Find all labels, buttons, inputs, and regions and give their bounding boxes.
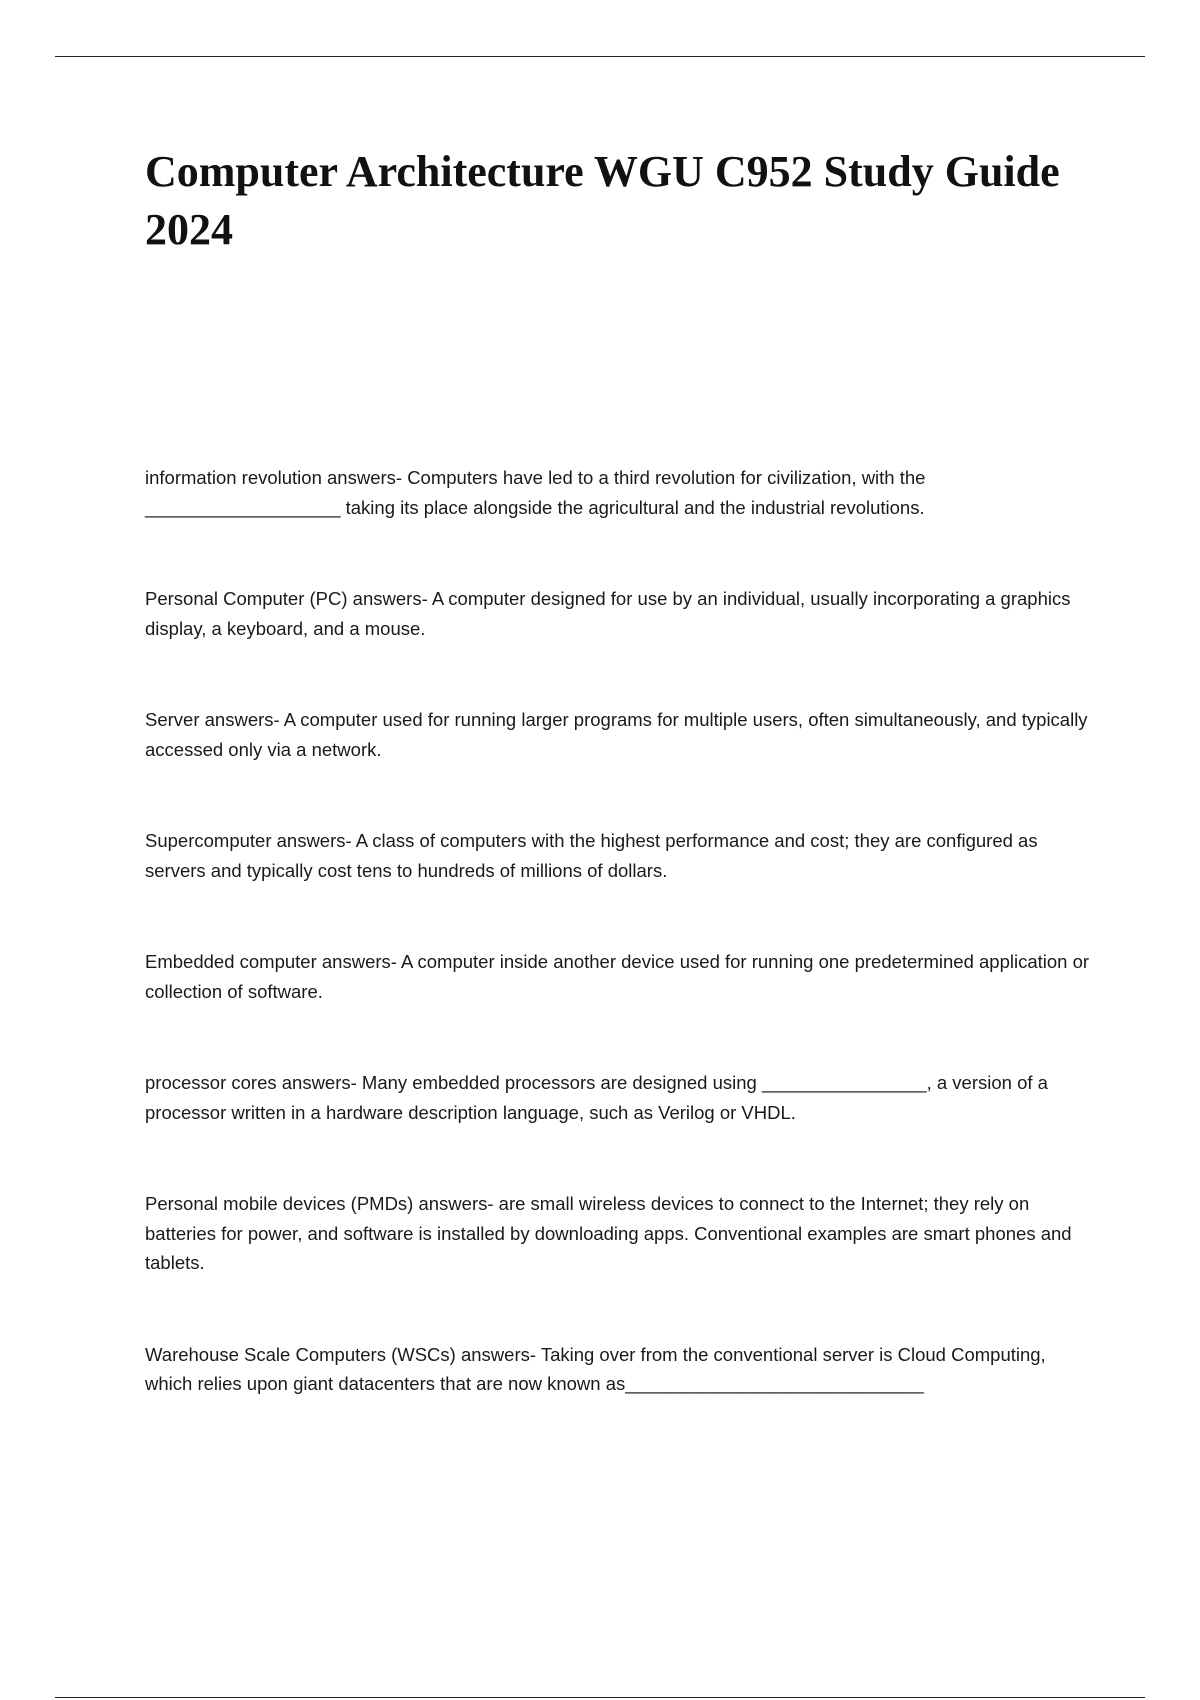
entry-embedded-computer: Embedded computer answers- A computer inside another device used for running one predetermined application or collection of software. (145, 951, 1090, 1002)
entry-processor-cores: processor cores answers- Many embedded processors are designed using ________________, a version of a processor written in a hardware description language, such as Verilog or VHDL. (145, 1072, 1048, 1123)
entry-server: Server answers- A computer used for running larger programs for multiple users, often simultaneously, and typically accessed only via a network. (145, 709, 1088, 760)
top-divider (55, 56, 1145, 57)
entry-supercomputer: Supercomputer answers- A class of computers with the highest performance and cost; they are configured as servers and typically cost tens to hundreds of millions of dollars. (145, 830, 1038, 881)
entry-information-revolution: information revolution answers- Computers have led to a third revolution for civilization, with the ___________________ taking its place alongside the agricultural and the industrial revolutions. (145, 467, 926, 518)
study-guide-entries (145, 463, 1090, 1461)
document-title: Computer Architecture WGU C952 Study Guide 2024 (145, 147, 1060, 254)
entry-warehouse-scale-computers: Warehouse Scale Computers (WSCs) answers- Taking over from the conventional server is Cloud Computing, which relies upon giant datacenters that are now known as_____________________________ (145, 1343, 1046, 1394)
entry-personal-computer: Personal Computer (PC) answers- A computer designed for use by an individual, usually incorporating a graphics display, a keyboard, and a mouse. (145, 588, 1071, 639)
bottom-divider (55, 1697, 1145, 1698)
entry-personal-mobile-devices: Personal mobile devices (PMDs) answers- are small wireless devices to connect to the Internet; they rely on batteries for power, and software is installed by downloading apps. Conventional examples are smart phones and tablets. (145, 1193, 1072, 1273)
